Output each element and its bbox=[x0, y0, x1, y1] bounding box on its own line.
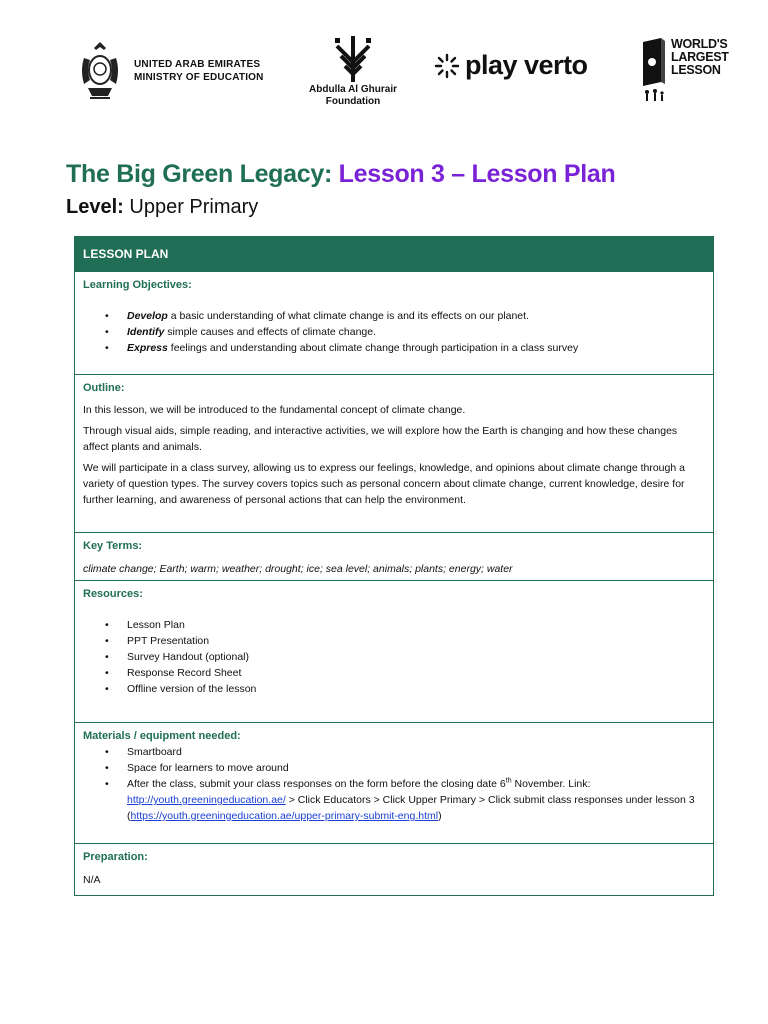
materials-title: Materials / equipment needed: bbox=[83, 730, 241, 742]
objective-verb: Identify bbox=[127, 326, 165, 338]
level-line bbox=[66, 196, 258, 219]
outline-paragraph-1: In this lesson, we will be introduced to the fundamental concept of climate change. bbox=[83, 404, 466, 416]
wll-line-2: LARGEST bbox=[671, 50, 729, 64]
materials-text-a: After the class, submit your class responses on the form before the closing date 6 bbox=[127, 778, 506, 790]
outline-title: Outline: bbox=[83, 382, 125, 394]
objective-verb: Express bbox=[127, 342, 168, 354]
list-item: • Smartboard bbox=[83, 744, 705, 760]
abdulla-al-ghurair-logo bbox=[308, 36, 398, 108]
resources-list bbox=[83, 617, 705, 697]
key-terms-title: Key Terms: bbox=[83, 540, 143, 552]
materials-text-c: > Click Educators > Click Upper Primary > Click submit class responses under lesson 3 ( bbox=[127, 794, 695, 822]
materials-section bbox=[75, 722, 713, 843]
uae-ministry-text bbox=[134, 58, 264, 84]
list-item bbox=[83, 308, 705, 324]
title-part-1: The Big Green Legacy: bbox=[66, 160, 332, 188]
uae-line-1: UNITED ARAB EMIRATES bbox=[134, 59, 261, 70]
page-title bbox=[66, 160, 616, 189]
list-item: • Response Record Sheet bbox=[83, 665, 705, 681]
list-item bbox=[83, 776, 705, 824]
outline-section bbox=[75, 374, 713, 532]
list-item: • Offline version of the lesson bbox=[83, 681, 705, 697]
wll-line-1: WORLD'S bbox=[671, 37, 728, 51]
wll-book-icon bbox=[641, 38, 667, 102]
level-value: Upper Primary bbox=[129, 196, 259, 218]
play-verto-logo bbox=[434, 50, 588, 81]
objective-text: feelings and understanding about climate change through participation in a class survey bbox=[170, 342, 579, 354]
preparation-section bbox=[75, 843, 713, 895]
header-logos bbox=[76, 36, 729, 108]
materials-superscript: th bbox=[505, 777, 512, 785]
list-item bbox=[83, 340, 705, 356]
verto-burst-icon bbox=[434, 53, 460, 79]
objective-text: a basic understanding of what climate change is and its effects on our planet. bbox=[170, 310, 529, 322]
aag-line-2: Foundation bbox=[325, 96, 381, 107]
objective-verb: Develop bbox=[127, 310, 168, 322]
uae-falcon-emblem-icon bbox=[76, 40, 124, 102]
upper-primary-submit-link[interactable]: https://youth.greeningeducation.ae/upper-primary-submit-eng.html bbox=[130, 810, 439, 822]
uae-line-2: MINISTRY OF EDUCATION bbox=[134, 72, 264, 83]
materials-text-d: ) bbox=[438, 810, 442, 822]
wll-line-3: LESSON bbox=[671, 63, 721, 77]
learning-objectives-title: Learning Objectives: bbox=[83, 279, 192, 291]
materials-list bbox=[83, 744, 705, 824]
worlds-largest-lesson-logo bbox=[641, 38, 729, 102]
preparation-title: Preparation: bbox=[83, 851, 148, 863]
resources-section bbox=[75, 580, 713, 722]
verto-wordmark: play verto bbox=[465, 50, 588, 80]
list-item: • PPT Presentation bbox=[83, 633, 705, 649]
list-item: • Lesson Plan bbox=[83, 617, 705, 633]
objectives-list bbox=[83, 308, 705, 356]
outline-paragraph-2: Through visual aids, simple reading, and interactive activities, we will explore how the Earth is changing and how these changes affect plants and animals. bbox=[83, 425, 678, 453]
youth-greeningeducation-link[interactable]: http://youth.greeningeducation.ae/ bbox=[127, 794, 286, 806]
title-part-2: Lesson 3 – Lesson Plan bbox=[338, 160, 616, 188]
materials-text-b: November. Link: bbox=[511, 778, 591, 790]
key-terms-section bbox=[75, 532, 713, 580]
aag-line-1: Abdulla Al Ghurair bbox=[309, 84, 397, 95]
uae-ministry-logo bbox=[76, 40, 264, 102]
key-terms-text: climate change; Earth; warm; weather; drought; ice; sea level; animals; plants; energy; water bbox=[83, 563, 513, 575]
outline-paragraph-3: We will participate in a class survey, allowing us to express our feelings, knowledge, and opinions about climate change through a variety of question types. The survey covers topics such as personal concern about climate change, current knowledge, desire for further learning, and awareness of personal actions that can help the environment. bbox=[83, 462, 685, 506]
preparation-text: N/A bbox=[83, 874, 101, 886]
resources-title: Resources: bbox=[83, 588, 143, 600]
level-label: Level: bbox=[66, 196, 124, 218]
learning-objectives-section bbox=[75, 271, 713, 374]
aag-foundation-mark-icon bbox=[333, 36, 373, 82]
list-item: • Space for learners to move around bbox=[83, 760, 705, 776]
lesson-plan-table bbox=[74, 236, 714, 896]
list-item: • Survey Handout (optional) bbox=[83, 649, 705, 665]
lesson-plan-heading: LESSON PLAN bbox=[75, 236, 713, 271]
objective-text: simple causes and effects of climate change. bbox=[167, 326, 377, 338]
list-item bbox=[83, 324, 705, 340]
